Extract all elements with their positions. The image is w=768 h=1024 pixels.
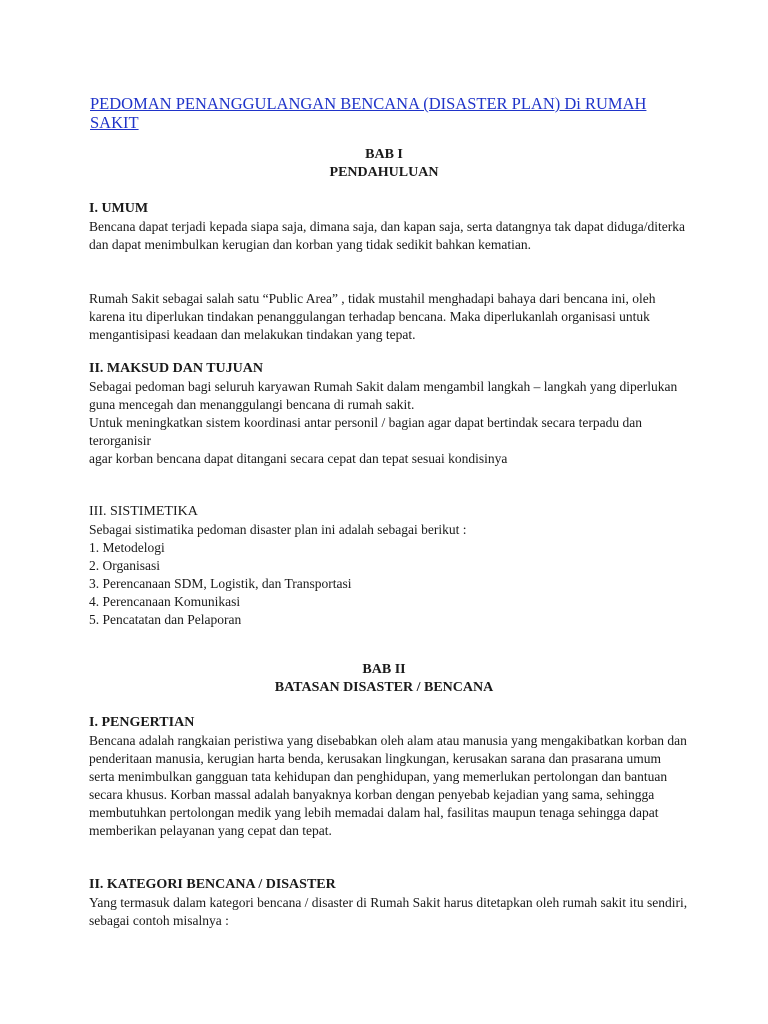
list-item: 1. Metodelogi: [89, 540, 165, 555]
list-item: 5. Pencatatan dan Pelaporan: [89, 612, 242, 627]
maksud-paragraph-3: agar korban bencana dapat ditangani secara cepat dan tepat sesuai kondisinya: [89, 451, 508, 466]
section-maksud: [89, 360, 689, 468]
sistimetika-list: [89, 539, 689, 629]
heading-pengertian: I. PENGERTIAN: [89, 715, 195, 730]
pengertian-paragraph: Bencana adalah rangkaian peristiwa yang disebabkan oleh alam atau manusia yang mengakibatkan korban dan penderitaan manusia, kerugian harta benda, kerusakan lingkungan, kerusakan sarana dan prasarana umum serta menimbulkan gangguan tata kehidupan dan penghidupan, yang memerlukan pertolongan dan bantuan secara khusus. Korban massal adalah banyaknya korban dengan penyebab kejadian yang sama, sehingga membutuhkan pertolongan medik yang lebih memadai dalam hal, fasilitas maupun tenaga sehingga dapat memberikan pelayanan yang cepat dan tepat.: [89, 733, 687, 838]
heading-sistimetika: III. SISTIMETIKA: [89, 504, 198, 519]
section-kategori: [89, 876, 689, 930]
list-item: 3. Perencanaan SDM, Logistik, dan Transportasi: [89, 576, 352, 591]
bab1-name: PENDAHULUAN: [329, 165, 439, 180]
section-umum: [89, 200, 689, 254]
section-sistimetika: [89, 503, 689, 629]
maksud-paragraph-1: Sebagai pedoman bagi seluruh karyawan Rumah Sakit dalam mengambil langkah – langkah yang diperlukan guna mencegah dan menanggulangi bencana di rumah sakit.: [89, 379, 678, 412]
sistimetika-intro: Sebagai sistimatika pedoman disaster plan ini adalah sebagai berikut :: [89, 522, 467, 537]
list-item: 4. Perencanaan Komunikasi: [89, 594, 241, 609]
list-item: 2. Organisasi: [89, 558, 160, 573]
umum-paragraph-1: Bencana dapat terjadi kepada siapa saja, dimana saja, dan kapan saja, serta datangnya tak dapat diduga/diterka dan dapat menimbulkan kerugian dan korban yang tidak sedikit bahkan kematian.: [89, 219, 685, 252]
umum-paragraph-2: Rumah Sakit sebagai salah satu “Public Area” , tidak mustahil menghadapi bahaya dari bencana ini, oleh karena itu diperlukan tindakan penanggulangan terhadap bencana. Maka diperlukanlah organisasi untuk mengantisipasi keadaan dan melakukan tindakan yang tepat.: [89, 291, 656, 342]
kategori-paragraph: Yang termasuk dalam kategori bencana / disaster di Rumah Sakit harus ditetapkan oleh rumah sakit itu sendiri, sebagai contoh misalnya :: [89, 895, 688, 928]
bab2-label: BAB II: [362, 662, 406, 677]
umum-paragraph-2-block: [89, 290, 689, 344]
heading-maksud: II. MAKSUD DAN TUJUAN: [89, 361, 263, 376]
document-title-link[interactable]: PEDOMAN PENANGGULANGAN BENCANA (DISASTER PLAN) Di RUMAH SAKIT: [90, 94, 647, 132]
bab1-label: BAB I: [365, 147, 403, 162]
section-pengertian: [89, 714, 689, 840]
heading-umum: I. UMUM: [89, 201, 149, 216]
heading-kategori: II. KATEGORI BENCANA / DISASTER: [89, 877, 336, 892]
maksud-paragraph-2: Untuk meningkatkan sistem koordinasi antar personil / bagian agar dapat bertindak secara terpadu dan terorganisir: [89, 415, 642, 448]
bab2-name: BATASAN DISASTER / BENCANA: [274, 680, 494, 695]
